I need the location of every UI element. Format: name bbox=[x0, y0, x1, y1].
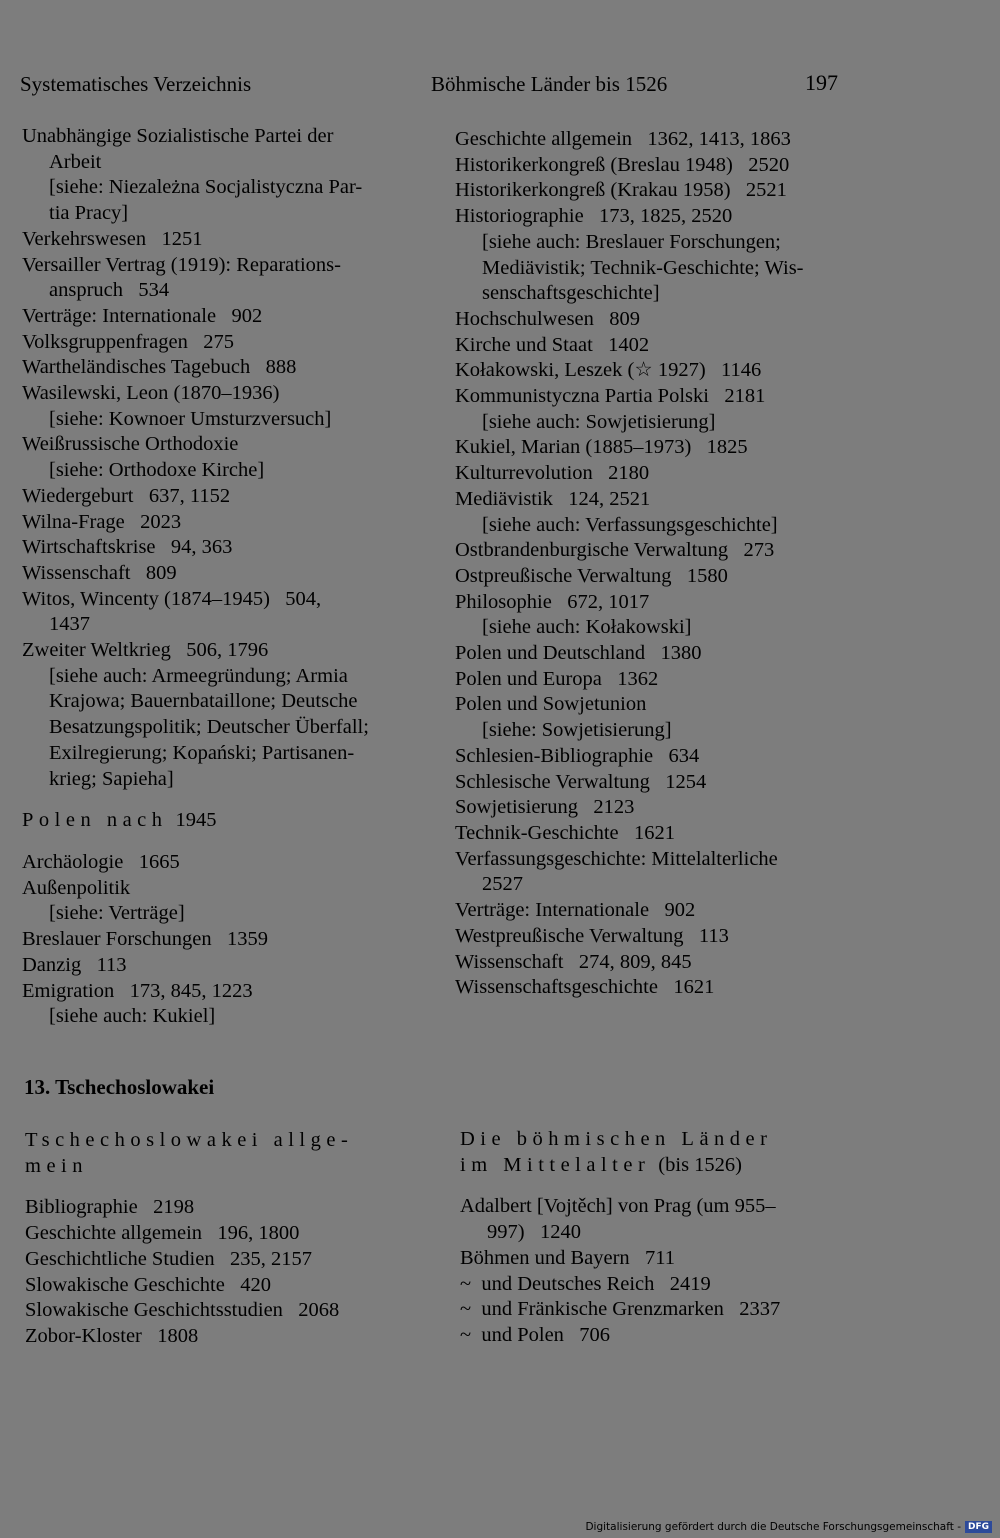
index-entry-continuation: [siehe: Verträge] bbox=[49, 902, 185, 925]
index-entry-continuation: Krajowa; Bauernbataillone; Deutsche bbox=[49, 690, 358, 713]
section-heading bbox=[25, 1128, 425, 1154]
index-entry: Verkehrswesen 1251 bbox=[22, 227, 203, 250]
index-entry-continuation: Arbeit bbox=[49, 150, 102, 173]
left-column-bottom bbox=[25, 1128, 425, 1350]
index-entry-continuation: [siehe auch: Kołakowski] bbox=[482, 616, 692, 639]
index-entry: Wartheländisches Tagebuch 888 bbox=[22, 356, 297, 379]
index-entry: Wissenschaft 274, 809, 845 bbox=[455, 950, 692, 973]
index-entry: Polen und Deutschland 1380 bbox=[455, 642, 702, 665]
right-column-bottom bbox=[460, 1127, 860, 1349]
index-entry-continuation: [siehe auch: Armeegründung; Armia bbox=[49, 664, 348, 687]
index-entry-continuation: [siehe: Niezależna Socjalistyczna Par- bbox=[49, 176, 363, 199]
index-entry-continuation: Exilregierung; Kopański; Partisanen- bbox=[49, 741, 355, 764]
index-entry-continuation: [siehe: Kownoer Umsturzversuch] bbox=[49, 407, 332, 430]
index-entry: Breslauer Forschungen 1359 bbox=[22, 928, 268, 951]
index-entry: ~ und Polen 706 bbox=[460, 1323, 611, 1346]
index-entry: ~ und Fränkische Grenzmarken 2337 bbox=[460, 1298, 781, 1321]
section-heading bbox=[25, 1154, 425, 1180]
index-entry: Kommunistyczna Partia Polski 2181 bbox=[455, 385, 766, 408]
index-entry: Weißrussische Orthodoxie bbox=[22, 433, 239, 456]
index-entry-continuation: [siehe auch: Kukiel] bbox=[49, 1005, 216, 1028]
index-entry: Ostpreußische Verwaltung 1580 bbox=[455, 564, 728, 587]
index-entry: ~ und Deutsches Reich 2419 bbox=[460, 1272, 711, 1295]
funding-footer bbox=[585, 1521, 992, 1533]
index-entry-continuation: senschaftsgeschichte] bbox=[482, 282, 660, 305]
index-entry-continuation: 2527 bbox=[482, 873, 523, 896]
section-heading-text: Polen nach bbox=[22, 809, 168, 832]
index-entry-continuation: [siehe auch: Sowjetisierung] bbox=[482, 410, 716, 433]
index-entry: Technik-Geschichte 1621 bbox=[455, 821, 676, 844]
index-entry: Zweiter Weltkrieg 506, 1796 bbox=[22, 639, 269, 662]
index-entry-continuation: [siehe: Orthodoxe Kirche] bbox=[49, 459, 265, 482]
index-entry: Westpreußische Verwaltung 113 bbox=[455, 924, 729, 947]
chapter-heading: 13. Tschechoslowakei bbox=[24, 1075, 215, 1099]
index-entry-continuation: [siehe: Sowjetisierung] bbox=[482, 719, 672, 742]
index-entry-continuation: Mediävistik; Technik-Geschichte; Wis- bbox=[482, 256, 804, 279]
index-entry: Verträge: Internationale 902 bbox=[22, 304, 263, 327]
index-entry-continuation: [siehe auch: Breslauer Forschungen; bbox=[482, 230, 781, 253]
section-heading bbox=[22, 808, 422, 834]
index-entry: Unabhängige Sozialistische Partei der bbox=[22, 125, 334, 147]
spacer bbox=[22, 834, 422, 850]
index-entry: Kulturrevolution 2180 bbox=[455, 462, 650, 485]
spacer bbox=[25, 1179, 425, 1195]
index-entry: Archäologie 1665 bbox=[22, 850, 180, 873]
index-entry-continuation: Besatzungspolitik; Deutscher Überfall; bbox=[49, 716, 369, 739]
section-heading bbox=[460, 1153, 860, 1179]
index-entry: Kołakowski, Leszek (☆ 1927) 1146 bbox=[455, 359, 762, 382]
section-heading-text: Tschechoslowakei allge- bbox=[25, 1129, 354, 1151]
index-entry: Geschichte allgemein 1362, 1413, 1863 bbox=[455, 128, 791, 150]
spacer bbox=[22, 792, 422, 808]
footer-text: Digitalisierung gefördert durch die Deutsche Forschungsgemeinschaft - bbox=[585, 1521, 961, 1533]
index-entry: Böhmen und Bayern 711 bbox=[460, 1246, 676, 1269]
index-entry: Außenpolitik bbox=[22, 876, 131, 899]
section-heading bbox=[460, 1127, 860, 1153]
left-column-top bbox=[22, 124, 422, 1030]
index-entry: Geschichte allgemein 196, 1800 bbox=[25, 1222, 300, 1245]
index-entry-continuation: anspruch 534 bbox=[49, 279, 170, 302]
index-entry: Polen und Europa 1362 bbox=[455, 667, 659, 690]
section-heading-text: im Mittelalter bbox=[460, 1153, 651, 1176]
index-entry: Bibliographie 2198 bbox=[25, 1196, 195, 1219]
section-heading-suffix: 1945 bbox=[175, 809, 217, 832]
index-entry-continuation: 997) 1240 bbox=[487, 1221, 581, 1244]
index-entry: Verfassungsgeschichte: Mittelalterliche bbox=[455, 847, 778, 870]
index-entry-continuation: tia Pracy] bbox=[49, 202, 129, 225]
index-entry: Polen und Sowjetunion bbox=[455, 693, 647, 716]
index-entry: Versailler Vertrag (1919): Reparations- bbox=[22, 253, 341, 276]
index-entry: Wilna-Frage 2023 bbox=[22, 510, 182, 533]
index-entry: Adalbert [Vojtěch] von Prag (um 955– bbox=[460, 1195, 776, 1218]
index-entry: Danzig 113 bbox=[22, 953, 127, 976]
index-entry: Slowakische Geschichte 420 bbox=[25, 1273, 271, 1296]
index-entry: Wissenschaft 809 bbox=[22, 561, 177, 584]
index-entry: Sowjetisierung 2123 bbox=[455, 796, 635, 819]
index-entry-continuation: 1437 bbox=[49, 613, 90, 636]
index-entry: Emigration 173, 845, 1223 bbox=[22, 979, 253, 1002]
index-entry: Verträge: Internationale 902 bbox=[455, 899, 696, 922]
section-heading-suffix: (bis 1526) bbox=[658, 1153, 742, 1176]
index-entry: Kirche und Staat 1402 bbox=[455, 333, 650, 356]
running-head-left: Systematisches Verzeichnis bbox=[20, 72, 252, 96]
index-entry: Historiographie 173, 1825, 2520 bbox=[455, 205, 733, 228]
index-entry: Philosophie 672, 1017 bbox=[455, 590, 650, 613]
index-entry: Geschichtliche Studien 235, 2157 bbox=[25, 1247, 312, 1270]
index-entry-continuation: [siehe auch: Verfassungsgeschichte] bbox=[482, 513, 778, 536]
index-entry: Volksgruppenfragen 275 bbox=[22, 330, 234, 353]
index-entry-continuation: krieg; Sapieha] bbox=[49, 767, 174, 790]
dfg-logo: DFG bbox=[965, 1521, 992, 1533]
index-entry: Wissenschaftsgeschichte 1621 bbox=[455, 976, 715, 999]
index-entry: Wasilewski, Leon (1870–1936) bbox=[22, 382, 280, 405]
index-entry: Zobor-Kloster 1808 bbox=[25, 1324, 199, 1347]
page-number: 197 bbox=[805, 70, 838, 95]
index-entry: Historikerkongreß (Breslau 1948) 2520 bbox=[455, 153, 790, 176]
index-entry: Ostbrandenburgische Verwaltung 273 bbox=[455, 539, 775, 562]
index-entry: Kukiel, Marian (1885–1973) 1825 bbox=[455, 436, 748, 459]
index-entry: Wiedergeburt 637, 1152 bbox=[22, 484, 231, 507]
index-entry: Hochschulwesen 809 bbox=[455, 307, 641, 330]
index-entry: Wirtschaftskrise 94, 363 bbox=[22, 536, 233, 559]
index-entry: Schlesische Verwaltung 1254 bbox=[455, 770, 707, 793]
section-heading-text: mein bbox=[25, 1154, 88, 1177]
section-heading-text: Die böhmischen Länder bbox=[460, 1128, 773, 1150]
index-entry: Schlesien-Bibliographie 634 bbox=[455, 744, 700, 767]
index-entry: Witos, Wincenty (1874–1945) 504, bbox=[22, 587, 322, 610]
index-entry: Mediävistik 124, 2521 bbox=[455, 487, 651, 510]
index-entry: Slowakische Geschichtsstudien 2068 bbox=[25, 1299, 340, 1322]
index-entry: Historikerkongreß (Krakau 1958) 2521 bbox=[455, 179, 787, 202]
running-head-center: Böhmische Länder bis 1526 bbox=[431, 72, 668, 96]
right-column-top bbox=[455, 127, 855, 1001]
spacer bbox=[460, 1178, 860, 1194]
